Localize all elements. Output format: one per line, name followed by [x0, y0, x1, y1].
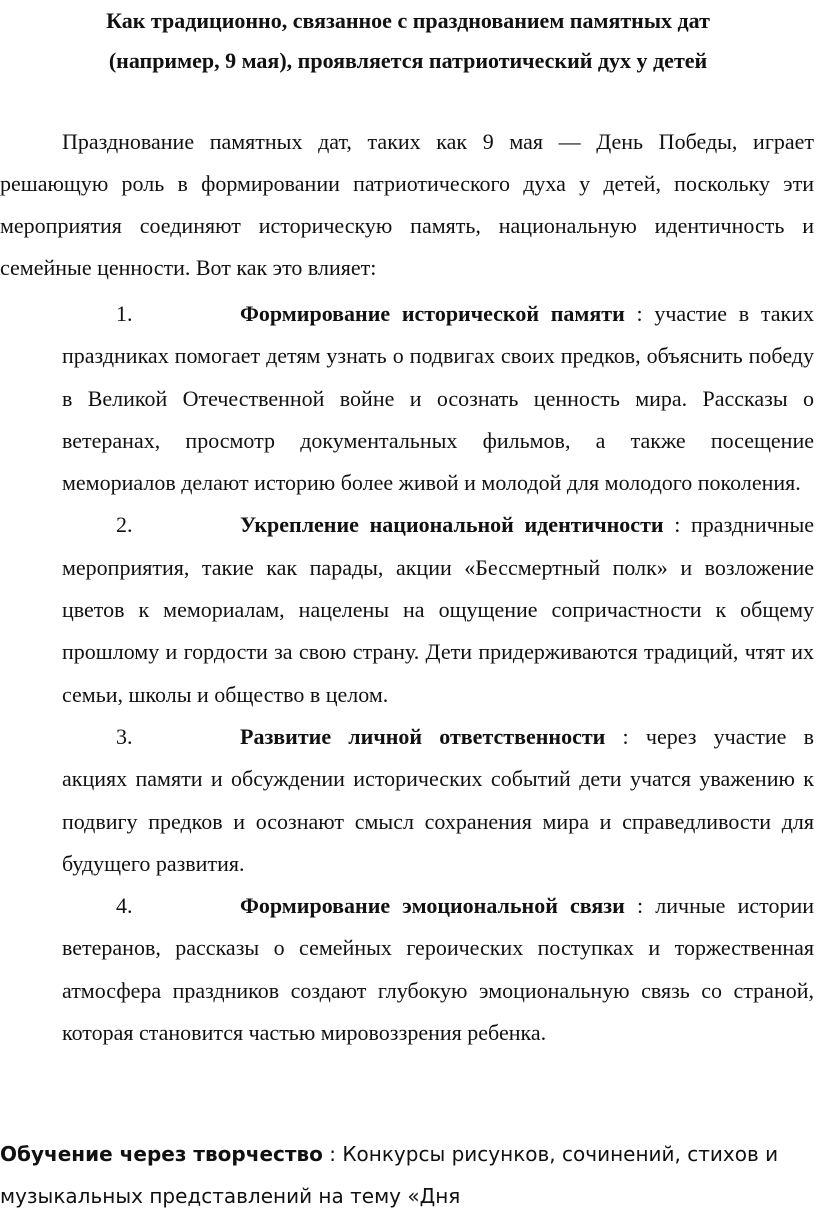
- list-term: Формирование эмоциональной связи: [240, 893, 625, 919]
- list-text: : через участие в акциях памяти и обсуждении исторических событий дети учатся уважению к подвигу предков и осознают смысл сохранения мира и справедливости для будущего развития.: [62, 723, 814, 876]
- intro-paragraph: Празднование памятных дат, таких как 9 мая — День Победы, играет решающую роль в формировании патриотического духа у детей, поскольку эти мероприятия соединяют историческую память, национальную идентичность и семейные ценности. Вот как это влияет:: [0, 129, 814, 280]
- list-text: : участие в таких праздниках помогает детям узнать о подвигах своих предков, объяснить победу в Великой Отечественной войне и осознать ценность мира. Рассказы о ветеранах, просмотр документальных фильмов, а также посещение мемориалов делают историю более живой и молодой для молодого поколения.: [62, 301, 814, 496]
- list-item-3: [62, 716, 814, 885]
- numbered-list: [62, 293, 814, 1054]
- footer-term: Обучение через творчество: [0, 1142, 323, 1166]
- list-number: 4.: [116, 893, 133, 919]
- list-item-4: [62, 885, 814, 1054]
- list-term: Формирование исторической памяти: [240, 301, 625, 326]
- list-item-1: [62, 293, 814, 504]
- list-number: 2.: [116, 512, 133, 538]
- title-line-2: (например, 9 мая), проявляется патриотический дух у детей: [108, 48, 708, 73]
- document-title: [0, 1, 816, 81]
- list-term: Развитие личной ответственности: [240, 723, 606, 749]
- title-line-1: Как традиционно, связанное с празднованием памятных дат: [106, 8, 710, 33]
- list-number: 1.: [116, 301, 133, 326]
- footer-text: : Конкурсы рисунков, сочинений, стихов и музыкальных представлений на тему «Дня: [0, 1142, 779, 1208]
- list-number: 3.: [116, 723, 133, 749]
- list-term: Укрепление национальной идентичности: [240, 512, 664, 538]
- footer-paragraph: [0, 1133, 790, 1217]
- list-text: : праздничные мероприятия, такие как парады, акции «Бессмертный полк» и возложение цветов к мемориалам, нацелены на ощущение сопричастности к общему прошлому и гордости за свою страну. Дети придерживаются традиций, чтят их семьи, школы и общество в целом.: [62, 512, 814, 707]
- list-item-2: [62, 504, 814, 715]
- list-text: : личные истории ветеранов, рассказы о семейных героических поступках и торжественная атмосфера праздников создают глубокую эмоциональную связь со страной, которая становится частью мировоззрения ребенка.: [62, 893, 814, 1046]
